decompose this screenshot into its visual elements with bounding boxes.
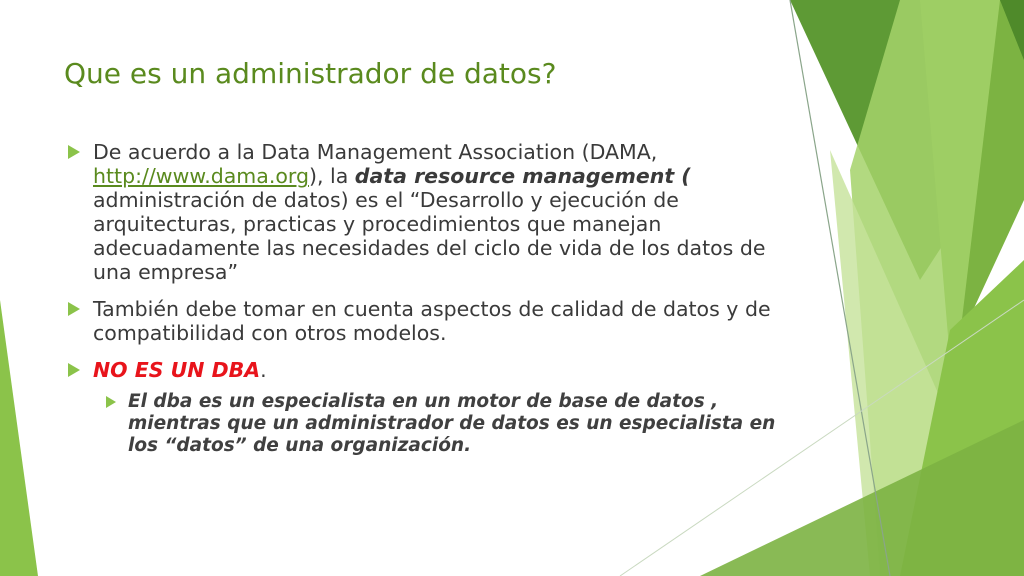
sub-bullet-dba-specialist (64, 391, 784, 457)
slide-content (64, 140, 784, 457)
bullet-text-definition: administración de datos) es el “Desarrollo y ejecución de arquitecturas, practicas y procedimientos que manejan adecuadamente las necesidades del ciclo de vida de los datos de una empresa” (93, 188, 766, 284)
slide-title: Que es un administrador de datos? (64, 57, 557, 90)
not-dba-emphasis: NO ES UN DBA (93, 358, 261, 382)
bullet-text-continued: ), la (308, 164, 355, 188)
bullet-text: También debe tomar en cuenta aspectos de calidad de datos y de compatibilidad con otros modelos. (93, 297, 771, 345)
dama-link[interactable]: http://www.dama.org (93, 164, 309, 188)
left-green-wedge (0, 300, 38, 576)
bullet-item-quality (64, 297, 784, 345)
data-resource-management-term: data resource management ( (354, 164, 691, 188)
bullet-item-not-dba (64, 358, 784, 382)
bullet-punctuation: . (260, 358, 267, 382)
bullet-arrow-icon (68, 145, 80, 159)
sub-bullet-arrow-icon (106, 396, 116, 408)
bullet-text: De acuerdo a la Data Management Association (DAMA, (93, 140, 658, 164)
bullet-item-dama-definition (64, 140, 784, 284)
bullet-arrow-icon (68, 302, 80, 316)
bullet-arrow-icon (68, 363, 80, 377)
sub-bullet-text: El dba es un especialista en un motor de base de datos , mientras que un administrador de datos es un especialista en los “datos” de una organización. (128, 391, 776, 456)
